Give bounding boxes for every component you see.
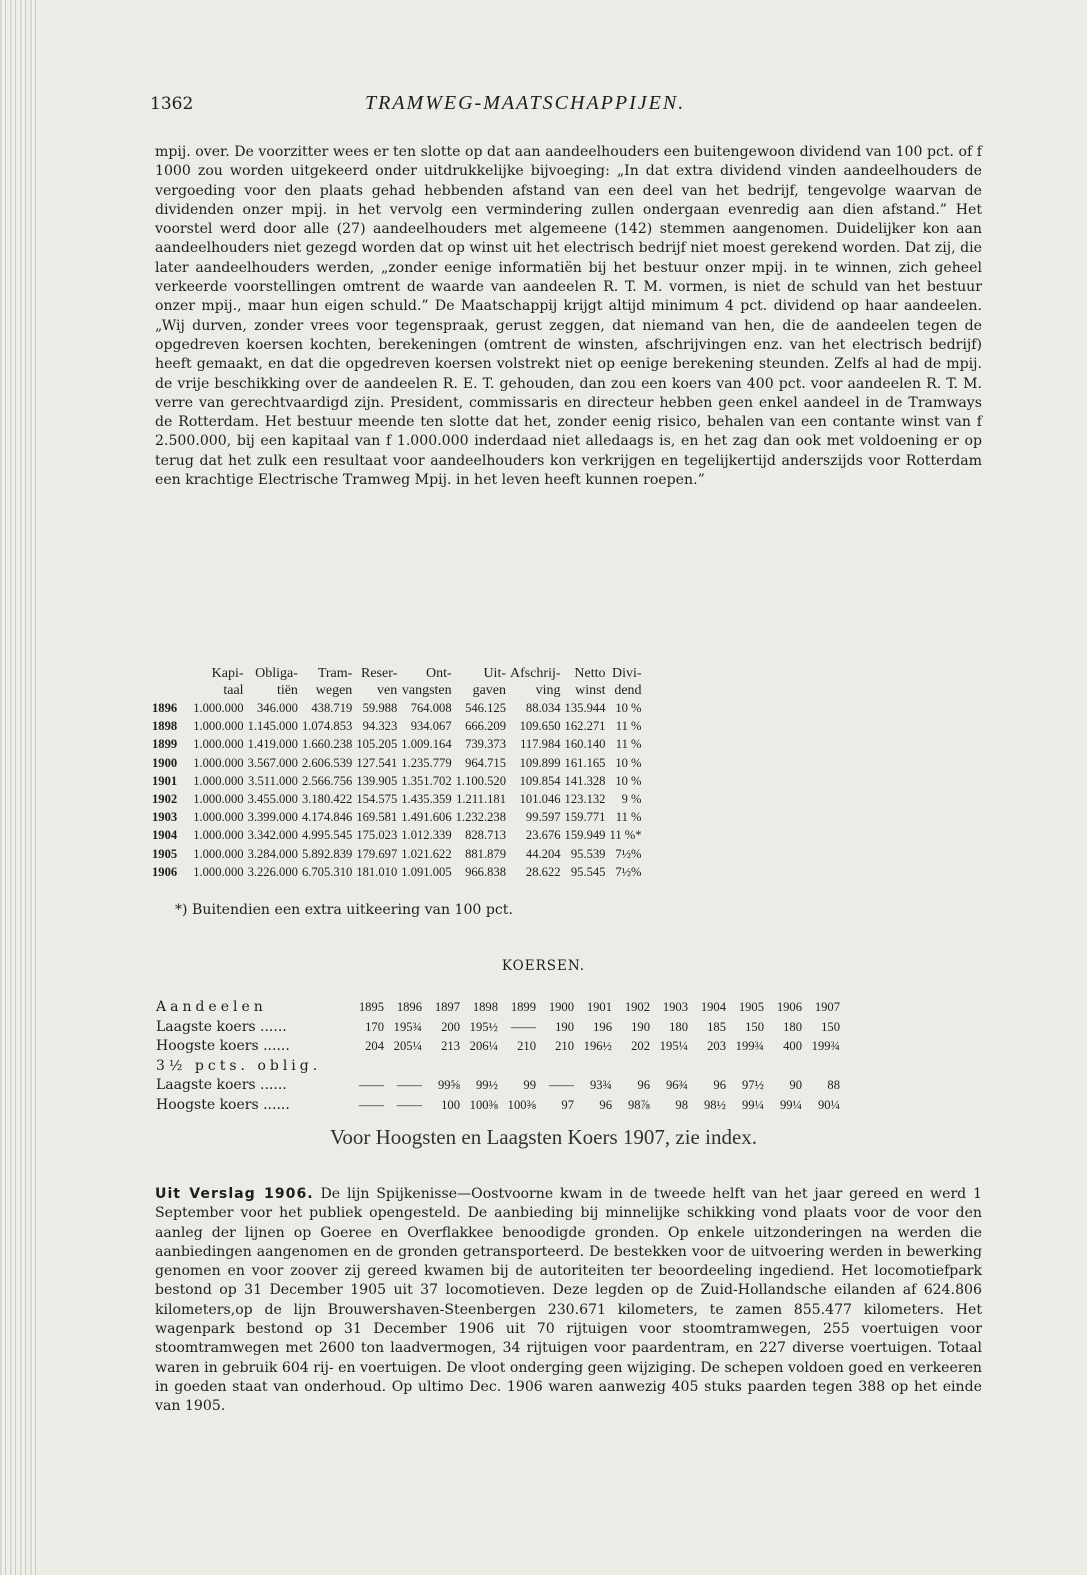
dividend-column-header <box>563 665 608 699</box>
table-cell: 10 % <box>615 773 642 788</box>
table-cell: 161.165 <box>564 755 606 770</box>
koersen-cell: 100 <box>441 1097 460 1112</box>
table-cell: 11 % <box>615 810 642 825</box>
dividend-column-header <box>246 665 300 699</box>
table-cell: 94.323 <box>362 719 398 734</box>
index-note: Voor Hoogsten en Laagsten Koers 1907, zie index. <box>329 1125 758 1149</box>
year-cell: 1896 <box>152 701 178 715</box>
table-row <box>150 790 644 808</box>
table-cell: 10 % <box>615 701 642 715</box>
koersen-row-label: Laagste koers ...... <box>156 1077 287 1093</box>
dividend-column-header <box>354 665 399 699</box>
koersen-cell: 190 <box>555 1019 574 1034</box>
dividend-header-line: Netto <box>574 666 606 681</box>
koersen-cell: 190 <box>631 1019 650 1034</box>
dividend-column-header <box>399 665 453 699</box>
table-cell: 117.984 <box>520 737 561 752</box>
koersen-cell: 96 <box>599 1097 612 1112</box>
koersen-cell: 1901 <box>586 1000 612 1014</box>
koersen-cell: 185 <box>707 1019 726 1034</box>
table-cell: 139.905 <box>356 773 398 788</box>
report-content <box>155 1185 982 1417</box>
table-row <box>150 754 644 772</box>
table-cell: 159.771 <box>564 810 606 825</box>
table-cell: 7½% <box>615 846 642 861</box>
table-cell: 1.000.000 <box>193 773 244 788</box>
table-cell: 109.650 <box>519 719 561 734</box>
table-cell: 160.140 <box>564 737 606 752</box>
koersen-cell: 1904 <box>700 1000 726 1014</box>
opening-paragraph <box>155 143 982 490</box>
table-cell: 1.009.164 <box>401 737 452 752</box>
koersen-row <box>156 1018 840 1038</box>
koersen-cell: 93¾ <box>589 1078 612 1092</box>
koersen-row <box>156 1057 840 1077</box>
dividend-column-header <box>508 665 563 699</box>
table-cell: 1.419.000 <box>247 737 298 752</box>
koersen-table-body <box>156 998 840 1115</box>
koersen-cell: 200 <box>441 1019 460 1034</box>
dividend-column-header <box>300 665 354 699</box>
koersen-row <box>156 1096 840 1116</box>
table-cell: 3.180.422 <box>301 792 353 807</box>
table-cell: 764.008 <box>410 701 452 715</box>
table-cell: 1.000.000 <box>193 846 244 861</box>
koersen-cell: 199¾ <box>811 1039 840 1053</box>
table-cell: 1.074.853 <box>301 719 353 734</box>
koersen-cell: —— <box>358 1097 384 1112</box>
table-cell: 964.715 <box>465 755 506 770</box>
koersen-cell: 1902 <box>624 1000 650 1014</box>
year-cell: 1900 <box>152 755 178 770</box>
table-cell: 7½% <box>615 864 642 879</box>
table-cell: 154.575 <box>356 792 398 807</box>
table-cell: 1.000.000 <box>193 701 244 715</box>
table-row <box>150 863 644 881</box>
table-cell: 109.854 <box>519 773 561 788</box>
table-cell: 1.235.779 <box>401 755 452 770</box>
table-cell: 1.000.000 <box>193 737 244 752</box>
dividend-column-header <box>607 665 643 699</box>
koersen-cell: 195½ <box>469 1019 498 1034</box>
koersen-row-label: Aandeelen <box>156 999 267 1015</box>
koersen-cell: 202 <box>631 1039 650 1053</box>
koersen-cell: 96 <box>713 1078 726 1092</box>
koersen-cell: 90 <box>789 1078 802 1092</box>
dividend-header-line: winst <box>575 683 606 698</box>
year-cell: 1906 <box>152 864 178 879</box>
table-cell: 1.145.000 <box>247 719 298 734</box>
koersen-cell: 1903 <box>662 1000 688 1014</box>
table-cell: 2.566.756 <box>301 773 353 788</box>
dividend-header-line: ven <box>377 683 398 698</box>
table-cell: 3.399.000 <box>247 810 298 825</box>
dividend-header-line: Uit- <box>483 666 506 681</box>
koersen-cell: 99¼ <box>779 1097 802 1112</box>
koersen-row-label: Hoogste koers ...... <box>156 1096 290 1113</box>
table-cell: 1.351.702 <box>401 773 452 788</box>
table-cell: 95.545 <box>570 864 606 879</box>
table-cell: 179.697 <box>356 846 398 861</box>
koersen-cell: 150 <box>745 1019 764 1034</box>
year-cell: 1902 <box>152 792 178 807</box>
table-cell: 828.713 <box>465 828 506 843</box>
table-cell: 346.000 <box>257 701 298 715</box>
koersen-row <box>156 998 840 1018</box>
table-row <box>150 772 644 790</box>
table-cell: 966.838 <box>465 864 506 879</box>
koersen-cell: 195¾ <box>393 1019 422 1034</box>
table-cell: 3.567.000 <box>247 755 298 770</box>
koersen-cell: 196½ <box>583 1039 612 1053</box>
dividend-table-header <box>150 665 644 699</box>
table-cell: 28.622 <box>525 864 561 879</box>
table-cell: 4.995.545 <box>301 828 353 843</box>
table-cell: 169.581 <box>356 810 398 825</box>
koersen-cell: 99 <box>523 1078 536 1092</box>
table-cell: 141.328 <box>564 773 606 788</box>
koersen-cell: 88 <box>827 1078 840 1092</box>
koersen-cell: 1898 <box>472 1000 498 1014</box>
koersen-cell: 1895 <box>358 1000 384 1014</box>
table-cell: 1.012.339 <box>401 828 452 843</box>
koersen-cell: 98⅞ <box>627 1097 650 1112</box>
table-cell: 1.091.005 <box>401 864 452 879</box>
table-cell: 135.944 <box>564 701 606 715</box>
koersen-cell: 1907 <box>814 1000 840 1014</box>
dividend-header-line: Kapi- <box>211 666 244 681</box>
table-row <box>150 845 644 863</box>
table-cell: 1.100.520 <box>455 773 506 788</box>
year-cell: 1898 <box>152 719 178 734</box>
dividend-table <box>150 665 644 881</box>
koersen-cell: 204 <box>365 1039 384 1053</box>
table-cell: 2.606.539 <box>301 755 353 770</box>
table-cell: 1.000.000 <box>193 792 244 807</box>
dividend-header-line: Afschrij- <box>510 666 561 681</box>
dividend-header-line: Reser- <box>360 666 398 681</box>
table-cell: 59.988 <box>362 701 398 715</box>
table-cell: 1.491.606 <box>401 810 452 825</box>
table-cell: 181.010 <box>356 864 398 879</box>
table-cell: 1.000.000 <box>193 864 244 879</box>
koersen-table <box>156 998 840 1115</box>
table-cell: 739.373 <box>465 737 506 752</box>
koersen-cell: 195¼ <box>659 1039 688 1053</box>
dividend-header-line: Divi- <box>611 666 642 681</box>
table-cell: 159.949 <box>564 828 606 843</box>
table-cell: 3.455.000 <box>247 792 298 807</box>
table-cell: 44.204 <box>525 846 561 861</box>
dividend-header-line: vangsten <box>401 683 452 698</box>
table-row <box>150 808 644 826</box>
opening-text: mpij. over. De voorzitter wees er ten slotte op dat aan aandeelhouders een buitengewoon dividend van 100 pct. of f 1000 zou worden uitgekeerd onder uitdrukkelijke bijvoeging: „In dat extra dividend vinden aandeelhouders de vergoeding voor den plaats gehad hebbenden afstand van een deel van het bedrijf, tengevolge waarvan de dividenden onzer mpij. in het vervolg een vermindering zullen ondergaan evenredig aan dien afstand.” Het voorstel werd door alle (27) aandeelhouders met algemeene (142) stemmen aangenomen. Duidelijker kon aan aandeelhouders niet gezegd worden dat op winst uit het electrisch bedrijf niet moest gerekend worden. Dat zij, die later aandeelhouders werden, „zonder eenige informatiën bij het bestuur onzer mpij. in te winnen, zich geheel verkeerde voorstellingen omtrent de waarde van aandeelen R. T. M. vormen, is niet de schuld van het bestuur onzer mpij., maar hun eigen schuld.” De Maatschappij krijgt altijd minimum 4 pct. dividend op haar aandeelen. „Wij durven, zonder vrees voor tegenspraak, gerust zeggen, dat niemand van hen, die de aandeelen tegen de opgedreven koersen kochten, berekeningen (omtrent de winsten, afschrijvingen enz. van het electrisch bedrijf) heeft gemaakt, en dat die opgedreven koersen volstrekt niet op eenige berekening steunden. Zelfs al had de mpij. de vrije beschikking over de aandeelen R. E. T. gehouden, dan zou een koers van 400 pct. voor aandeelen R. T. M. verre van gerechtvaardigd zijn. President, commissaris en directeur hebben geen enkel aandeel in de Tramways de Rotterdam. Het bestuur meende ten slotte dat het, zonder eenig risico, behalen van een contante winst van f 2.500.000, bij een kapitaal van f 1.000.000 inderdaad niet alledaags is, en het zag dan ook met voldoening er op terug dat het zulk een resultaat voor aandeelhouders kon verkrijgen en tegelijkertijd anderszijds voor Rotterdam een krachtige Electrische Tramweg Mpij. in het leven heeft kunnen roepen.” <box>155 144 982 489</box>
table-cell: 4.174.846 <box>301 810 353 825</box>
koersen-row-label: Hoogste koers ...... <box>156 1038 290 1054</box>
koersen-cell: —— <box>510 1019 536 1034</box>
table-cell: 438.719 <box>311 701 353 715</box>
koersen-cell: 205¼ <box>393 1039 422 1053</box>
koersen-cell: 400 <box>783 1039 802 1053</box>
table-cell: 3.511.000 <box>248 773 298 788</box>
table-cell: 11 % <box>615 719 642 734</box>
table-cell: 99.597 <box>525 810 561 825</box>
table-cell: 109.899 <box>519 755 561 770</box>
koersen-cell: 100⅜ <box>507 1097 536 1112</box>
dividend-footnote: *) Buitendien een extra uitkeering van 100 pct. <box>175 902 513 918</box>
koersen-cell: 96¾ <box>665 1078 688 1092</box>
table-cell: 23.676 <box>525 828 561 843</box>
koersen-cell: 170 <box>365 1019 384 1034</box>
table-row <box>150 699 644 717</box>
page-number: 1362 <box>150 94 194 114</box>
dividend-header-line: Obliga- <box>255 666 298 681</box>
book-binding-edge <box>0 0 40 1575</box>
table-cell: 1.000.000 <box>193 828 244 843</box>
koersen-cell: 96 <box>637 1078 650 1092</box>
koersen-cell: 203 <box>707 1039 726 1053</box>
table-cell: 5.892.839 <box>301 846 353 861</box>
table-row <box>150 717 644 735</box>
table-cell: 162.271 <box>564 719 606 734</box>
koersen-row <box>156 1037 840 1057</box>
dividend-header-line: wegen <box>315 683 353 698</box>
koersen-cell: —— <box>548 1078 574 1092</box>
table-cell: 3.226.000 <box>247 864 298 879</box>
koersen-cell: 1896 <box>396 1000 422 1014</box>
table-cell: 3.342.000 <box>247 828 298 843</box>
koersen-cell: 97 <box>561 1097 574 1112</box>
table-cell: 123.132 <box>564 792 606 807</box>
dividend-header-line: tiën <box>276 683 298 698</box>
dividend-header-line: taal <box>223 683 244 698</box>
running-title: TRAMWEG-MAATSCHAPPIJEN. <box>365 92 686 114</box>
koersen-cell: 99¼ <box>741 1097 764 1112</box>
koersen-cell: 1899 <box>510 1000 536 1014</box>
koersen-cell: 100⅜ <box>469 1097 498 1112</box>
koersen-cell: 99⅝ <box>437 1078 460 1092</box>
koersen-row-label: 3½ pcts. oblig. <box>156 1057 322 1074</box>
table-cell: 101.046 <box>519 792 561 807</box>
koersen-cell: 210 <box>517 1039 536 1053</box>
table-cell: 1.660.238 <box>301 737 353 752</box>
table-cell: 1.000.000 <box>193 719 244 734</box>
koersen-cell: 97½ <box>741 1078 764 1092</box>
table-row <box>150 826 644 844</box>
dividend-table-body <box>150 699 644 881</box>
koersen-cell: 1900 <box>548 1000 574 1014</box>
report-text: De lijn Spijkenisse—Oostvoorne kwam in de tweede helft van het jaar gereed en werd 1 September voor het publiek opengesteld. De aanbieding bij minnelijke schikking vond plaats voor de voor den aanleg der lijnen op Goeree en Overflakkee benoodigde gronden. Op enkele uitzonderingen na werden die aanbiedingen aangenomen en de gronden getransporteerd. De bestekken voor de uitvoering werden in bewerking genomen en voor zoover zij gereed kwamen bij de autoriteiten ter beoordeeling ingediend. Het locomotiefpark bestond op 31 December 1905 uit 37 locomotieven. Deze legden op de Zuid-Hollandsche eilanden af 624.806 kilometers,op de lijn Brouwershaven-Steenbergen 230.671 kilometers, te zamen 855.477 kilometers. Het wagenpark bestond op 31 December 1906 uit 70 rijtuigen voor stoomtramwegen, 255 voertuigen voor stoomtramwegen met 2600 ton laadvermogen, 34 rijtuigen voor paardentram, en 227 diverse voertuigen. Totaal waren in gebruik 604 rij- en voertuigen. De vloot onderging geen wijziging. De schepen voldoen goed en verkeeren in goeden staat van onderhoud. Op ultimo Dec. 1906 waren aanwezig 405 stuks paarden tegen 388 op het einde van 1905. <box>155 1186 983 1415</box>
koersen-cell: —— <box>396 1097 422 1112</box>
koersen-cell: 1906 <box>776 1000 802 1014</box>
table-cell: 105.205 <box>356 737 398 752</box>
table-cell: 6.705.310 <box>301 864 353 879</box>
page-header <box>150 88 990 118</box>
year-cell: 1901 <box>152 773 178 788</box>
dividend-header-line: dend <box>614 683 642 698</box>
koersen-row <box>156 1076 840 1096</box>
table-cell: 95.539 <box>570 846 606 861</box>
table-cell: 127.541 <box>356 755 398 770</box>
koersen-cell: 98 <box>675 1097 688 1112</box>
koersen-cell: 210 <box>555 1039 574 1053</box>
koersen-cell: 99½ <box>475 1078 498 1092</box>
koersen-cell: 199¾ <box>735 1039 764 1053</box>
table-cell: 934.067 <box>410 719 452 734</box>
dividend-column-header <box>454 665 508 699</box>
year-cell: 1903 <box>152 810 178 825</box>
year-cell: 1904 <box>152 828 178 843</box>
dividend-header-line: gaven <box>472 683 506 698</box>
koersen-cell: 206¼ <box>469 1039 498 1053</box>
table-cell: 11 %* <box>609 828 642 843</box>
dividend-header-line: Ont- <box>425 666 452 681</box>
table-cell: 1.000.000 <box>193 755 244 770</box>
dividend-column-header <box>150 665 191 699</box>
table-cell: 9 % <box>621 792 642 807</box>
table-cell: 1.021.622 <box>401 846 452 861</box>
table-cell: 1.435.359 <box>401 792 452 807</box>
koersen-title: KOERSEN. <box>501 958 586 974</box>
koersen-cell: —— <box>358 1078 384 1092</box>
table-cell: 881.879 <box>465 846 506 861</box>
table-cell: 1.000.000 <box>193 810 244 825</box>
table-cell: 666.209 <box>465 719 506 734</box>
year-cell: 1905 <box>152 846 178 861</box>
year-cell: 1899 <box>152 737 178 752</box>
report-heading: Uit Verslag 1906. <box>155 1186 314 1202</box>
koersen-cell: 90¼ <box>817 1097 840 1112</box>
table-cell: 175.023 <box>356 828 398 843</box>
table-cell: 3.284.000 <box>247 846 298 861</box>
koersen-row-label: Laagste koers ...... <box>156 1018 287 1035</box>
table-cell: 11 % <box>615 737 642 752</box>
table-cell: 10 % <box>615 755 642 770</box>
koersen-cell: 98½ <box>703 1097 726 1112</box>
table-cell: 1.232.238 <box>455 810 506 825</box>
koersen-cell: 196 <box>593 1019 612 1034</box>
dividend-header-line: Tram- <box>317 666 353 681</box>
table-cell: 88.034 <box>525 701 561 715</box>
report-paragraph <box>155 1185 982 1417</box>
table-cell: 1.211.181 <box>456 792 506 807</box>
koersen-cell: 1905 <box>738 1000 764 1014</box>
table-row <box>150 735 644 753</box>
dividend-header-line: ving <box>535 683 561 698</box>
koersen-cell: 1897 <box>434 1000 460 1014</box>
koersen-cell: 180 <box>783 1019 802 1034</box>
dividend-column-header <box>191 665 245 699</box>
koersen-cell: 213 <box>441 1039 460 1053</box>
table-cell: 546.125 <box>465 701 506 715</box>
koersen-cell: 180 <box>669 1019 688 1034</box>
koersen-cell: —— <box>396 1078 422 1092</box>
koersen-cell: 150 <box>821 1019 840 1034</box>
